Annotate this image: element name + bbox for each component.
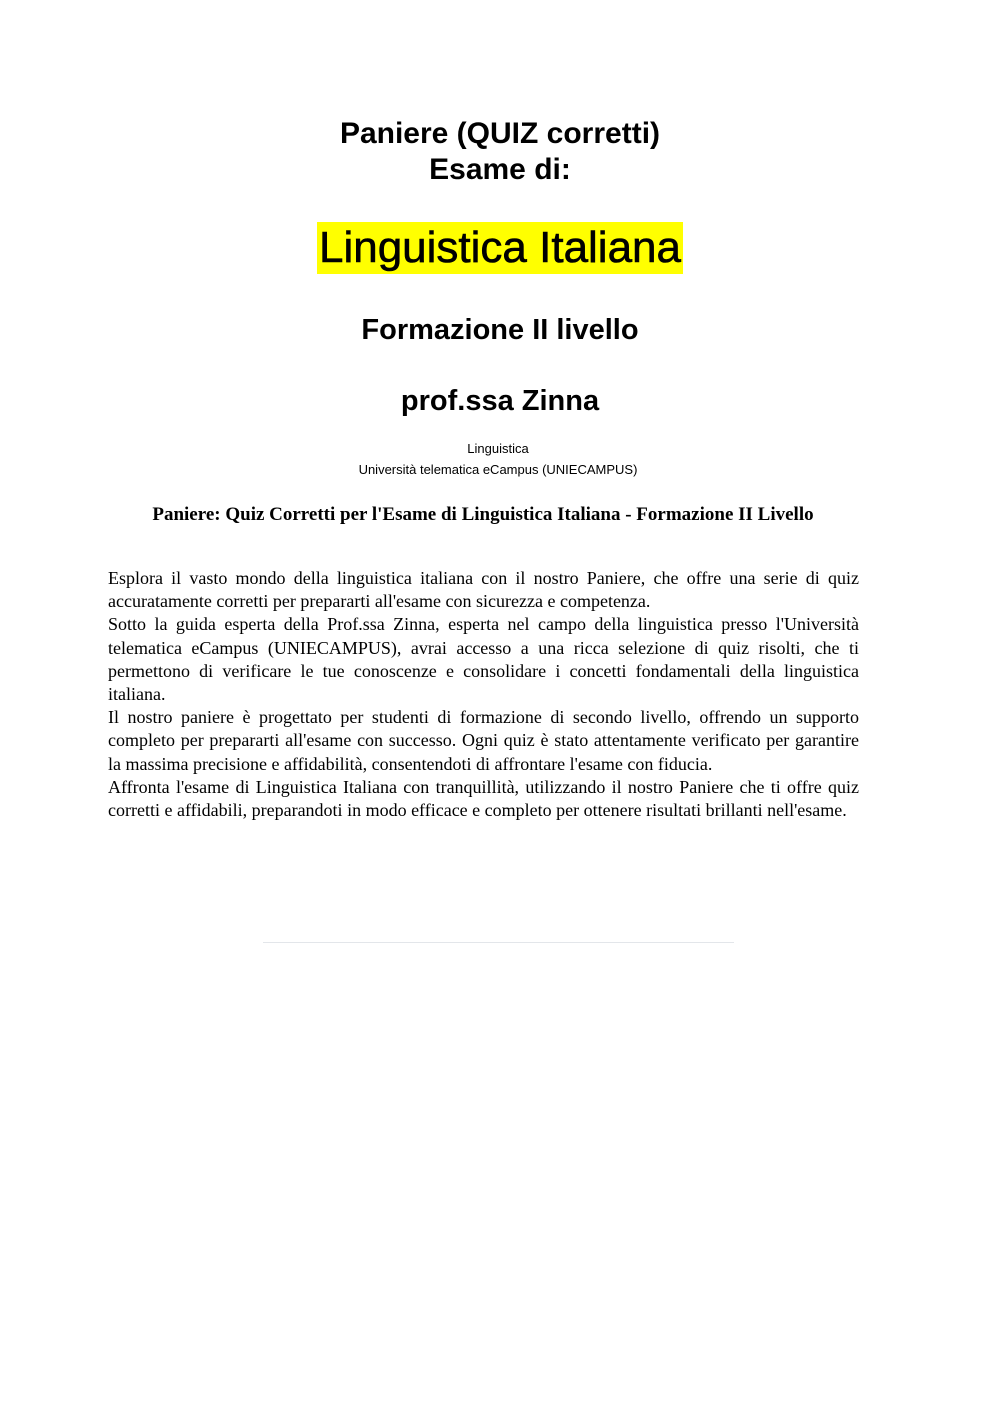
body-text — [108, 567, 859, 822]
horizontal-divider — [263, 942, 734, 943]
university-label: Università telematica eCampus (UNIECAMPUS) — [358, 462, 638, 477]
paragraph: Il nostro paniere è progettato per studenti di formazione di secondo livello, offrendo un supporto completo per prepararti all'esame con successo. Ogni quiz è stato attentamente verificato per garantire la massima precisione e affidabilità, consentendoti di affrontare l'esame con fiducia. — [108, 707, 859, 774]
paragraph: Affronta l'esame di Linguistica Italiana con tranquillità, utilizzando il nostro Paniere che ti offre quiz corretti e affidabili, preparandoti in modo efficace e completo per ottenere risultati brillanti nell'esame. — [108, 776, 859, 821]
course-name-block — [0, 222, 1000, 274]
paragraph: Sotto la guida esperta della Prof.ssa Zinna, esperta nel campo della linguistica presso l'Università telematica eCampus (UNIECAMPUS), avrai accesso a una ricca selezione di quiz risolti, che ti permettono di verificare le tue conoscenze e consolidare i concetti fondamentali della linguistica italiana. — [108, 614, 859, 705]
professor-name: prof.ssa Zinna — [400, 385, 600, 417]
subject-label: Linguistica — [467, 441, 529, 456]
paragraph: Esplora il vasto mondo della linguistica italiana con il nostro Paniere, che offre una serie di quiz accuratamente corretti per prepararti all'esame con sicurezza e competenza. — [108, 568, 859, 612]
document-title-line-2: Esame di: — [429, 153, 571, 186]
document-title-line-1: Paniere (QUIZ corretti) — [339, 117, 661, 150]
course-name-highlighted: Linguistica Italiana — [318, 223, 681, 272]
document-subtitle: Paniere: Quiz Corretti per l'Esame di Linguistica Italiana - Formazione II Livello — [152, 504, 814, 525]
course-level: Formazione II livello — [361, 314, 639, 346]
